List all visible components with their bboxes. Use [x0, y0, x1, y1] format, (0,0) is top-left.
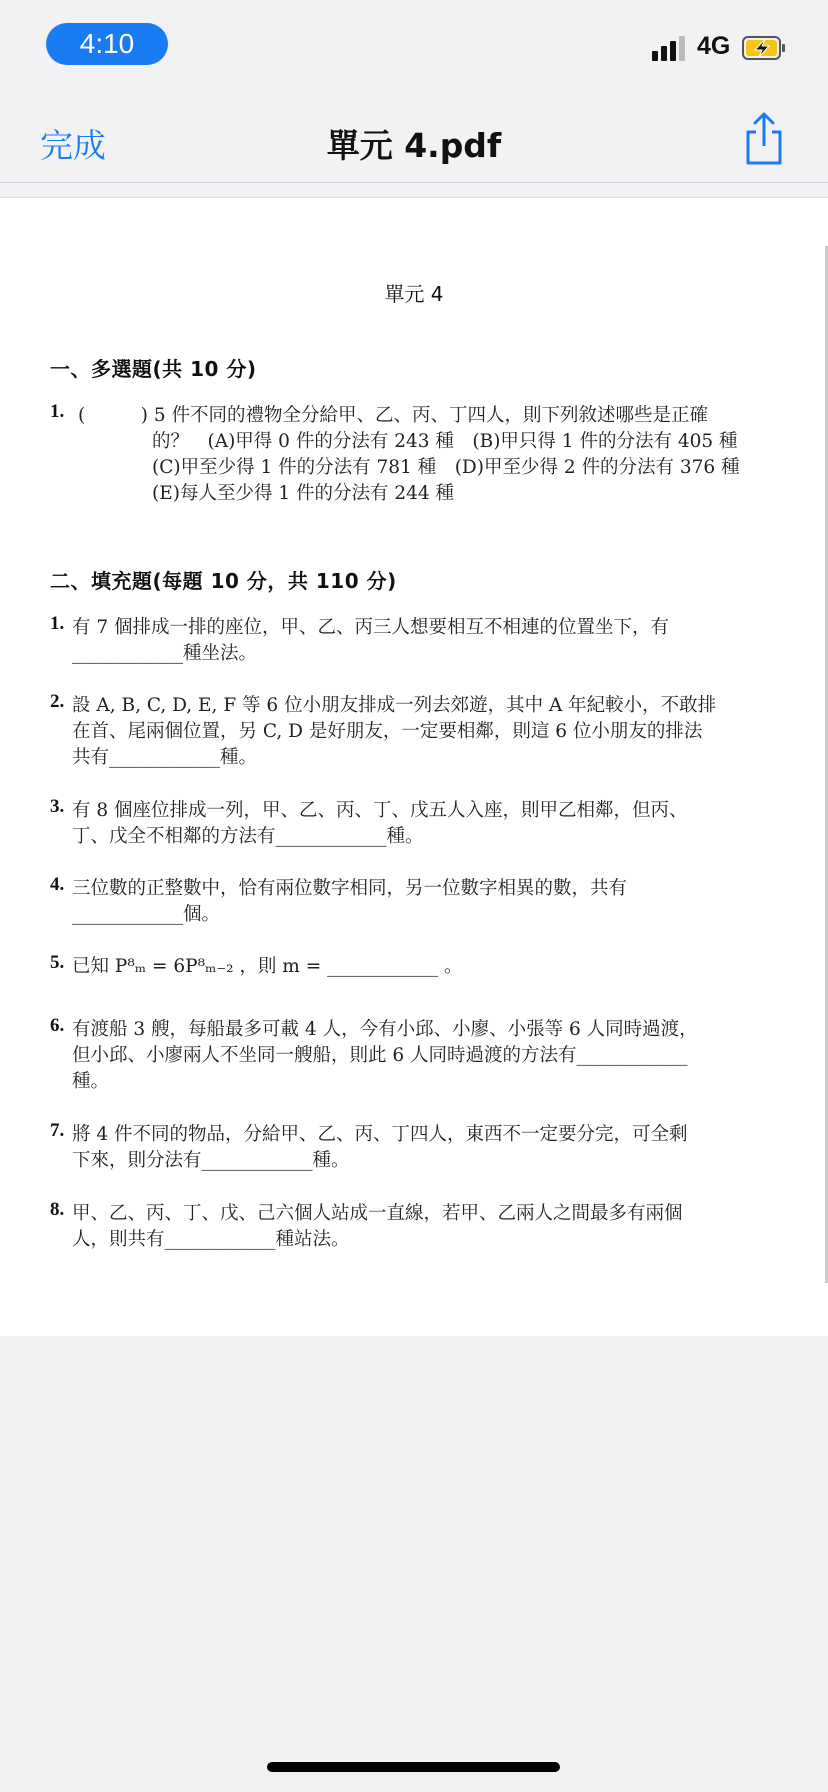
question-number: 1.	[50, 401, 65, 422]
question-line: 甲、乙、丙、丁、戊、己六個人站成一直線，若甲、乙兩人之間最多有兩個	[72, 1203, 683, 1224]
question-line: (E)每人至少得 1 件的分法有 244 種	[152, 483, 455, 504]
question-line: 有 7 個排成一排的座位，甲、乙、丙三人想要相互不相連的位置坐下，有	[72, 617, 670, 638]
question-number: 3.	[50, 796, 65, 817]
question-line: 有 8 個座位排成一列，甲、乙、丙、丁、戊五人入座，則甲乙相鄰，但丙、	[72, 800, 688, 821]
question-line: 種。	[72, 1071, 110, 1092]
question-number: 1.	[50, 613, 65, 634]
done-button[interactable]: 完成	[40, 126, 106, 165]
status-time[interactable]: 4:10	[46, 23, 168, 65]
question-line: 設 A, B, C, D, E, F 等 6 位小朋友排成一列去郊遊，其中 A 年紀較小，不敢排	[72, 695, 717, 716]
question-line: (C)甲至少得 1 件的分法有 781 種 (D)甲至少得 2 件的分法有 376 種	[152, 457, 740, 478]
question-line: 丁、戊全不相鄰的方法有____________種。	[72, 826, 424, 847]
question-line: 人，則共有____________種站法。	[72, 1229, 350, 1250]
question-number: 4.	[50, 874, 65, 895]
question-line: 將 4 件不同的物品，分給甲、乙、丙、丁四人，東西不一定要分完，可全剩	[72, 1124, 688, 1145]
question-line: ____________種坐法。	[72, 643, 258, 664]
question-number: 7.	[50, 1120, 65, 1141]
question-number: 5.	[50, 952, 65, 973]
home-indicator[interactable]	[267, 1762, 560, 1772]
pdf-page[interactable]	[0, 197, 828, 1336]
signal-icon	[652, 35, 688, 61]
status-bar	[0, 0, 828, 90]
nav-bar	[0, 90, 828, 183]
question-number: 6.	[50, 1015, 65, 1036]
battery-charging-icon	[742, 36, 786, 60]
question-line: 的？ (A)甲得 0 件的分法有 243 種 (B)甲只得 1 件的分法有 405 種	[152, 431, 738, 452]
share-icon[interactable]	[742, 110, 786, 166]
question-line: 在首、尾兩個位置，另 C, D 是好朋友，一定要相鄰，則這 6 位小朋友的排法	[72, 721, 703, 742]
unit-title: 單元 4	[384, 282, 444, 306]
question-number: 8.	[50, 1199, 65, 1220]
question-line: 三位數的正整數中，恰有兩位數字相同，另一位數字相異的數，共有	[72, 878, 628, 899]
question-line: 有渡船 3 艘，每船最多可載 4 人，今有小邱、小廖、小張等 6 人同時過渡，	[72, 1019, 698, 1040]
question-line: ____________個。	[72, 904, 221, 925]
section-heading-multiple-choice: 一、多選題(共 10 分)	[50, 357, 257, 381]
question-line: 已知 P⁸ₘ = 6P⁸ₘ₋₂ ，則 m = ____________ 。	[72, 956, 463, 977]
question-line: ( ) 5 件不同的禮物全分給甲、乙、丙、丁四人，則下列敘述哪些是正確	[78, 405, 708, 426]
question-number: 2.	[50, 691, 65, 712]
network-label: 4G	[697, 32, 731, 60]
question-line: 共有____________種。	[72, 747, 258, 768]
question-line: 下來，則分法有____________種。	[72, 1150, 350, 1171]
document-title: 單元 4.pdf	[326, 126, 502, 165]
section-heading-fill-in: 二、填充題(每題 10 分，共 110 分)	[50, 569, 397, 593]
question-line: 但小邱、小廖兩人不坐同一艘船，則此 6 人同時過渡的方法有____________	[72, 1045, 688, 1066]
